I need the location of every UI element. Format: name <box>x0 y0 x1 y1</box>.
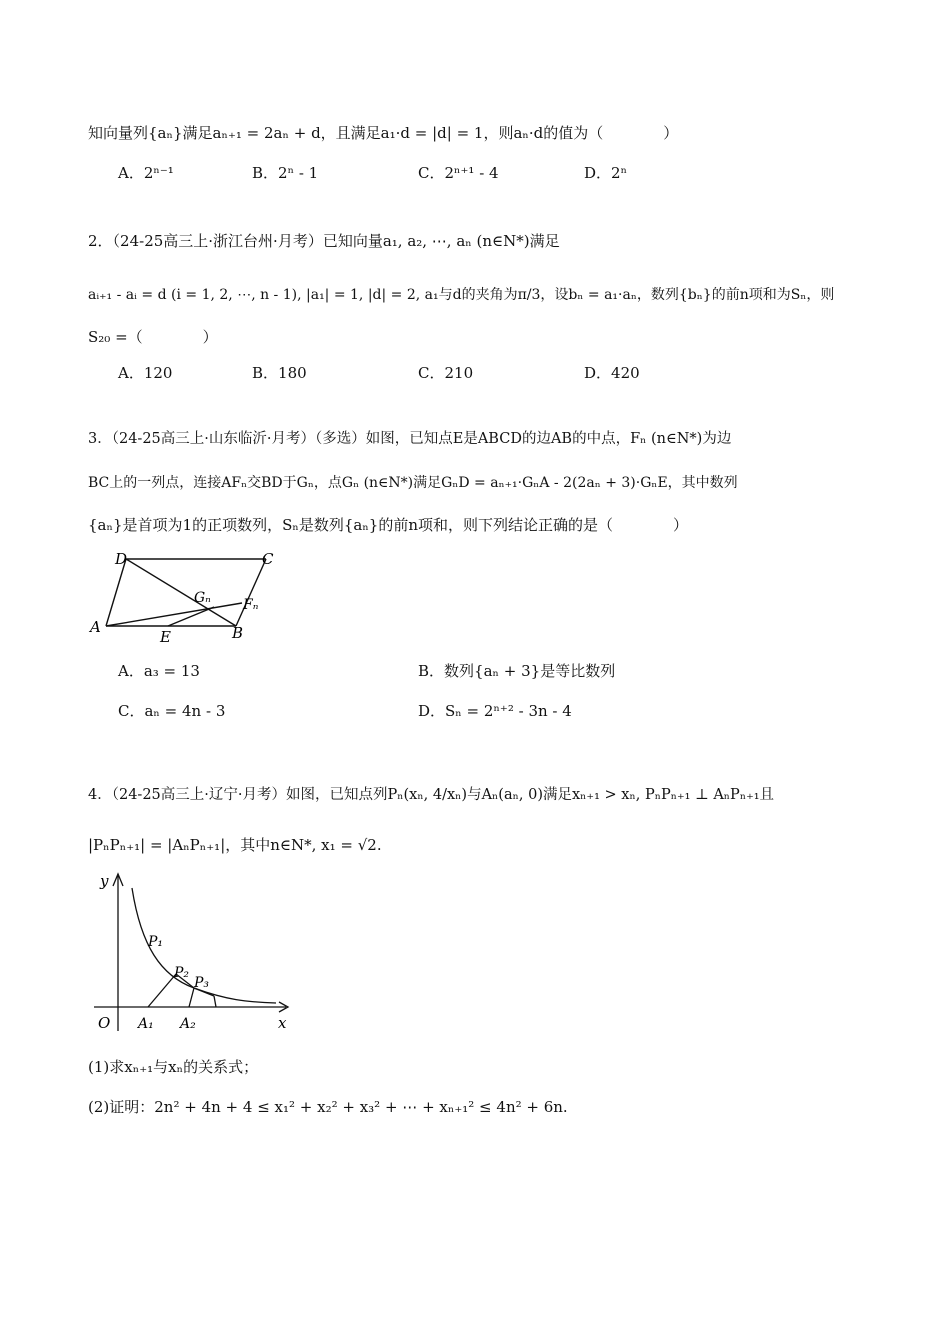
q1-option-b: B．2ⁿ - 1 <box>252 164 319 182</box>
parallelogram-figure <box>86 546 286 646</box>
q3-line-1: 3．（24-25高三上·山东临沂·月考）（多选）如图，已知点E是ABCD的边AB的中点，Fₙ (n∈N*)为边 <box>88 431 732 447</box>
q3-line-3: {aₙ}是首项为1的正项数列，Sₙ是数列{aₙ}的前n项和，则下列结论正确的是（ ） <box>88 516 689 534</box>
q2-option-d: D．420 <box>584 364 640 382</box>
q2-option-b: B．180 <box>252 364 307 382</box>
label-p1: P₁ <box>148 934 164 950</box>
label-e: E <box>160 628 171 646</box>
q4-line-1: 4．（24-25高三上·辽宁·月考）如图，已知点列Pₙ(xₙ, 4/xₙ)与Aₙ(aₙ, 0)满足xₙ₊₁ > xₙ, PₙPₙ₊₁ ⊥ AₙPₙ₊₁且 <box>88 787 775 803</box>
q2-option-a: A．120 <box>118 364 173 382</box>
q1-option-c: C．2ⁿ⁺¹ - 4 <box>418 164 499 182</box>
label-x: x <box>278 1014 287 1032</box>
q2-line-1: 2．（24-25高三上·浙江台州·月考）已知向量a₁, a₂, ⋯, aₙ (n∈N*)满足 <box>88 232 560 250</box>
q2-line-2: aᵢ₊₁ - aᵢ = d (i = 1, 2, ⋯, n - 1), |a₁| = 1, |d| = 2, a₁与d的夹角为π/3，设bₙ = a₁·aₙ，数列{bₙ}的前n项和为Sₙ，则 <box>88 287 835 303</box>
q4-part-1: (1)求xₙ₊₁与xₙ的关系式； <box>88 1058 259 1076</box>
q1-stem: 知向量列{aₙ}满足aₙ₊₁ = 2aₙ + d，且满足a₁·d = |d| = 1，则aₙ·d的值为（ ） <box>88 124 679 142</box>
label-gn: Gₙ <box>194 590 211 606</box>
label-a: A <box>90 618 101 636</box>
q1-option-a: A．2ⁿ⁻¹ <box>118 164 174 182</box>
q3-option-c: C．aₙ = 4n - 3 <box>118 702 226 720</box>
label-b: B <box>232 624 244 642</box>
q3-option-b: B．数列{aₙ + 3}是等比数列 <box>418 662 616 680</box>
label-fn: Fₙ <box>243 597 259 613</box>
q2-line-3: S₂₀ =（ ） <box>88 328 218 346</box>
q1-option-d: D．2ⁿ <box>584 164 628 182</box>
label-y: y <box>100 872 109 890</box>
q3-option-a: A．a₃ = 13 <box>118 662 200 680</box>
label-p2: P₂ <box>174 965 190 981</box>
q2-option-c: C．210 <box>418 364 474 382</box>
curve-figure <box>86 866 296 1038</box>
q4-part-2: (2)证明：2n² + 4n + 4 ≤ x₁² + x₂² + x₃² + ⋯ + xₙ₊₁² ≤ 4n² + 6n. <box>88 1098 568 1116</box>
q4-line-2: |PₙPₙ₊₁| = |AₙPₙ₊₁|，其中n∈N*, x₁ = √2. <box>88 836 382 854</box>
label-o: O <box>98 1014 111 1032</box>
label-d: D <box>115 550 128 568</box>
label-a2: A₂ <box>180 1016 196 1032</box>
label-p3: P₃ <box>194 975 210 991</box>
q3-line-2: BC上的一列点，连接AFₙ交BD于Gₙ，点Gₙ (n∈N*)满足GₙD = aₙ₊₁·GₙA - 2(2aₙ + 3)·GₙE，其中数列 <box>88 475 738 491</box>
q3-option-d: D．Sₙ = 2ⁿ⁺² - 3n - 4 <box>418 702 572 720</box>
label-c: C <box>262 550 274 568</box>
label-a1: A₁ <box>138 1016 154 1032</box>
